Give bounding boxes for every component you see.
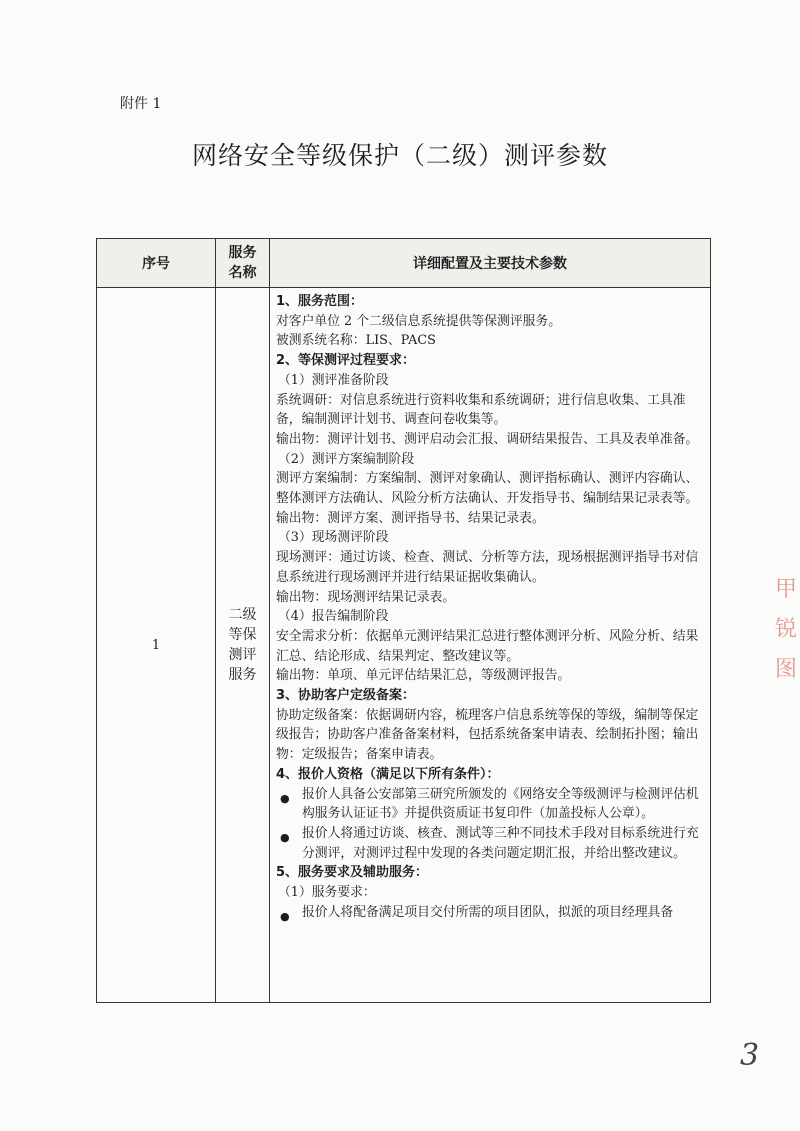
service-name-line: 服务 [228,667,257,683]
bullet-item [276,824,704,863]
detail-line: 现场测评：通过访谈、检查、测试、分析等方法，现场根据测评指导书对信息系统进行现场测评并进行结果证据收集确认。 [276,550,699,585]
section-heading: 2、等保测评过程要求： [276,353,416,369]
detail-line: 对客户单位 2 个二级信息系统提供等保测评服务。 [276,313,562,329]
service-name-line: 二级 [228,607,257,623]
header-seq: 序号 [97,239,216,288]
detail-line: 输出物：测评计划书、测评启动会汇报、调研结果报告、工具及表单准备。 [276,431,699,447]
subsection-heading: （2）测评方案编制阶段 [278,451,415,467]
stamp-char: 图 [774,657,797,682]
table-header-row [97,239,711,288]
page-title: 网络安全等级保护（二级）测评参数 [191,141,608,170]
bullet-text: 报价人具备公安部第三研究所颁发的《网络安全等级测评与检测评估机构服务认证证书》并提供资质证书复印件（加盖投标人公章）。 [302,786,699,822]
subsection-heading: （4）报告编制阶段 [278,609,389,625]
bullet-item [276,903,704,923]
row-service-name [216,288,270,1003]
stamp-char: 甲 [774,577,797,602]
bullet-dot-icon: ● [280,909,290,923]
row-seq: 1 [97,288,216,1003]
section-heading: 3、协助客户定级备案： [276,688,416,704]
detail-line: 安全需求分析：依据单元测评结果汇总进行整体测评分析、风险分析、结果汇总、结论形成、结果判定、整改建议等。 [276,628,699,664]
red-seal-stamp [772,570,800,690]
subsection-heading: （1）服务要求： [278,885,376,901]
table-row [97,288,711,1003]
stamp-char: 锐 [774,617,797,642]
section-heading: 1、服务范围： [276,294,364,309]
row-detail [270,288,711,1003]
detail-line: 输出物：单项、单元评估结果汇总，等级测评报告。 [276,668,571,684]
detail-line: 被测系统名称：LIS、PACS [276,333,436,349]
bullet-dot-icon: ● [280,830,290,844]
subsection-heading: （3）现场测评阶段 [278,530,389,546]
service-name-line: 测评 [228,647,257,663]
detail-line: 协助定级备案：依据调研内容，梳理客户信息系统等保的等级，编制等保定级报告；协助客户准备备案材料，包括系统备案申请表、绘制拓扑图；输出物：定级报告；备案申请表。 [276,707,699,763]
bullet-text: 报价人将通过访谈、核查、测试等三种不同技术手段对目标系统进行充分测评，对测评过程中发现的各类问题定期汇报，并给出整改建议。 [302,825,699,861]
detail-line: 系统调研：对信息系统进行资料收集和系统调研；进行信息收集、工具准备，编制测评计划书、调查问卷收集等。 [276,392,686,428]
header-service-name [216,239,270,288]
parameters-table [96,238,711,1003]
header-service-line2: 名称 [228,265,257,281]
subsection-heading: （1）测评准备阶段 [278,372,389,388]
detail-line: 输出物：测评方案、测评指导书、结果记录表。 [276,510,545,526]
page-number: 3 [740,1038,760,1073]
service-name-line: 等保 [228,627,257,643]
attachment-label: 附件 1 [120,96,162,112]
bullet-dot-icon: ● [280,791,290,805]
header-service-line1: 服务 [228,245,257,261]
bullet-text: 报价人将配备满足项目交付所需的项目团队，拟派的项目经理具备 [302,904,674,920]
header-detail: 详细配置及主要技术参数 [270,239,711,288]
bullet-item [276,785,704,824]
section-heading: 5、服务要求及辅助服务： [276,865,429,881]
detail-line: 输出物：现场测评结果记录表。 [276,589,456,605]
detail-line: 测评方案编制：方案编制、测评对象确认、测评指标确认、测评内容确认、整体测评方法确认、风险分析方法确认、开发指导书、编制结果记录表等。 [276,471,699,507]
section-heading: 4、报价人资格（满足以下所有条件）： [276,766,500,782]
